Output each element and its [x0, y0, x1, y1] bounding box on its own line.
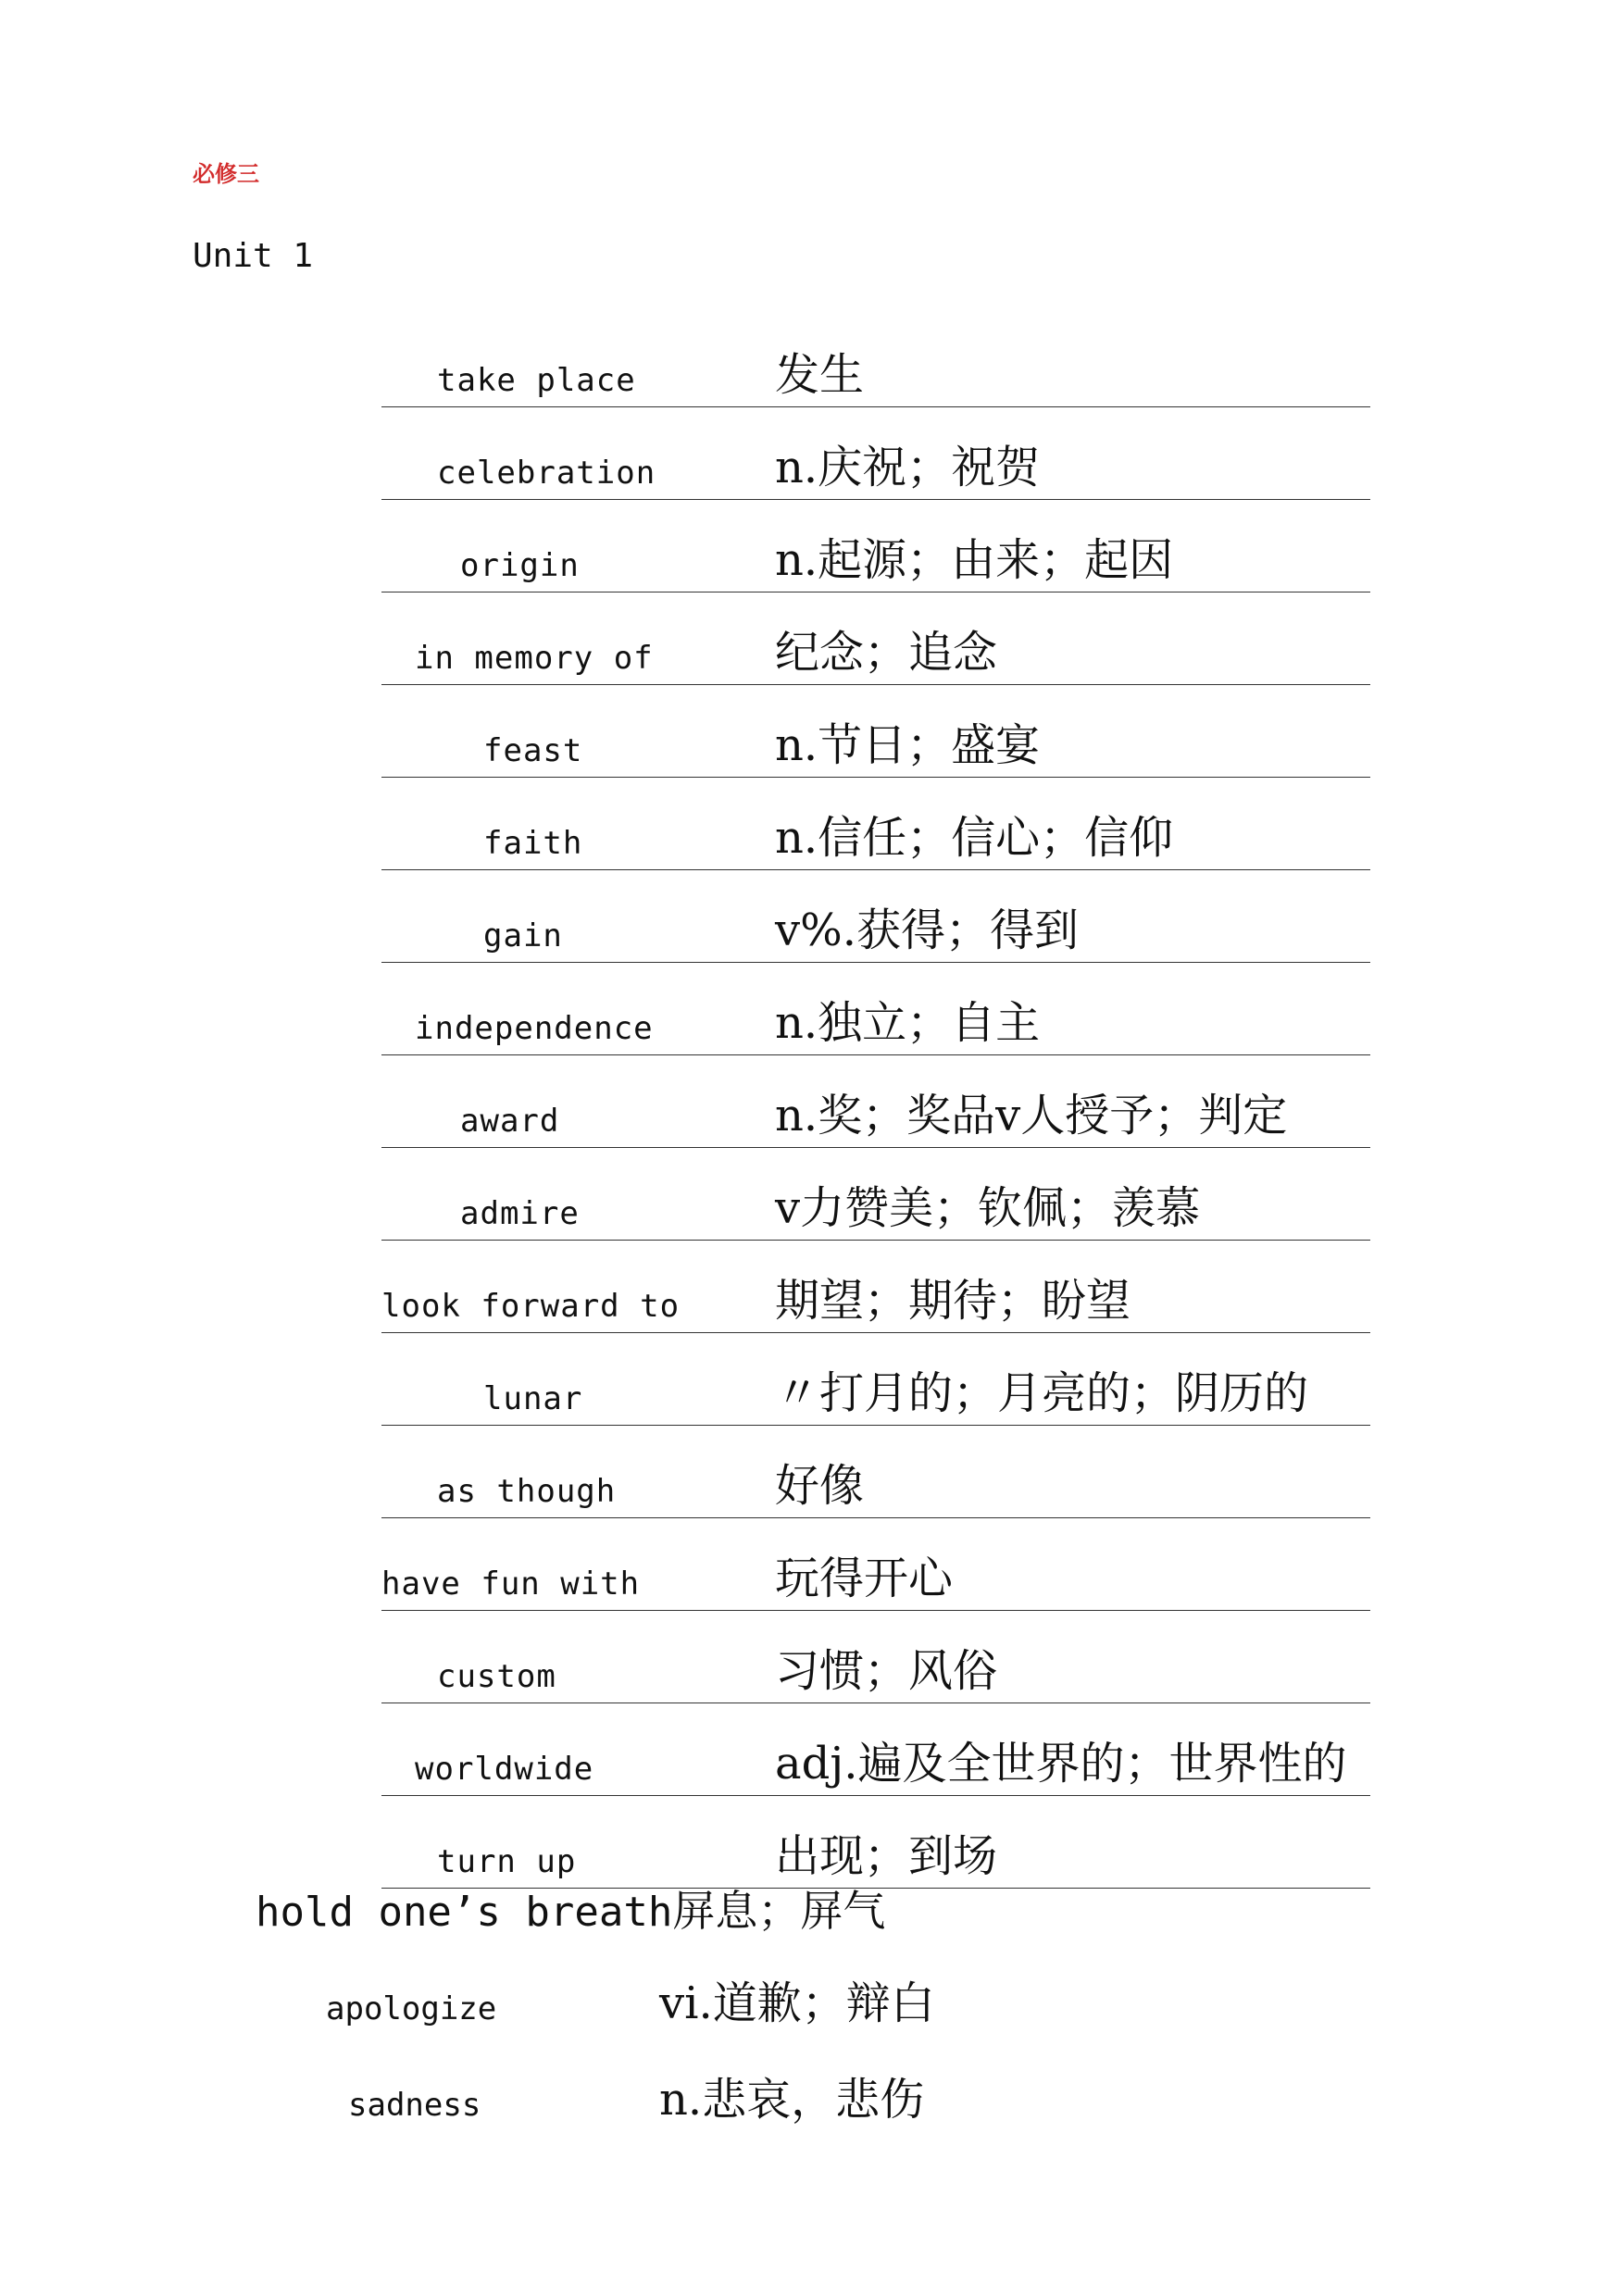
- vocab-row: [381, 500, 1370, 592]
- vocab-word: apologize: [326, 1990, 497, 2027]
- vocab-row-apologize: [326, 1968, 1252, 2033]
- vocab-row: [381, 1241, 1370, 1333]
- vocab-meaning: vi.道歉；辩白: [659, 1977, 935, 2029]
- vocab-row: [381, 685, 1370, 778]
- vocab-meaning: v%.获得；得到: [775, 904, 1079, 956]
- vocab-word: celebration: [437, 455, 656, 492]
- vocab-row: [381, 1148, 1370, 1241]
- vocab-meaning: n.信任；信心；信仰: [775, 812, 1174, 864]
- vocab-word: lunar: [483, 1380, 583, 1417]
- vocab-word: award: [460, 1103, 560, 1140]
- vocab-meaning: v力赞美；钦佩；羡慕: [775, 1182, 1201, 1234]
- vocab-meaning: n.悲哀，悲伤: [659, 2074, 925, 2126]
- vocab-meaning: n.奖；奖品v人授予；判定: [775, 1090, 1288, 1141]
- vocab-meaning: 纪念；追念: [775, 627, 998, 679]
- vocab-word: have fun with: [381, 1565, 641, 1603]
- vocab-row: [381, 1703, 1370, 1796]
- vocab-word: sadness: [348, 2087, 481, 2124]
- vocab-table: [381, 315, 1370, 1889]
- vocab-word: as though: [437, 1473, 617, 1510]
- vocab-meaning: n.起源；由来；起因: [775, 534, 1174, 586]
- vocab-row: [381, 1426, 1370, 1518]
- vocab-row: [381, 1611, 1370, 1703]
- vocab-row: [381, 1796, 1370, 1889]
- vocab-meaning: 屏息；屏气: [672, 1886, 886, 1936]
- vocab-word: faith: [483, 825, 583, 862]
- section-label: 必修三: [193, 161, 259, 187]
- vocab-meaning: 〃打月的；月亮的；阴历的: [775, 1367, 1309, 1419]
- vocab-word: worldwide: [415, 1751, 594, 1788]
- vocab-meaning: n.庆祝；祝贺: [775, 442, 1041, 493]
- vocab-word: custom: [437, 1658, 556, 1695]
- vocab-word: gain: [483, 917, 563, 954]
- vocab-word: turn up: [437, 1843, 577, 1880]
- vocab-meaning: adj.遍及全世界的；世界性的: [775, 1738, 1347, 1790]
- vocab-row: [381, 778, 1370, 870]
- vocab-row: [381, 870, 1370, 963]
- vocab-row: [381, 315, 1370, 407]
- vocab-meaning: n.独立；自主: [775, 997, 1041, 1049]
- vocab-word: origin: [460, 547, 580, 584]
- vocab-row: [381, 963, 1370, 1055]
- vocab-meaning: 习惯；风俗: [775, 1645, 998, 1697]
- vocab-row: [381, 1055, 1370, 1148]
- vocab-row: [381, 1518, 1370, 1611]
- vocab-meaning: n.节日；盛宴: [775, 719, 1041, 771]
- vocab-row: [381, 407, 1370, 500]
- vocab-word: independence: [415, 1010, 654, 1047]
- vocab-word: in memory of: [415, 640, 654, 677]
- vocab-word: take place: [437, 362, 636, 399]
- vocab-word: hold one’s breath: [256, 1889, 673, 1936]
- vocab-meaning: 好像: [775, 1460, 865, 1512]
- vocab-word: look forward to: [381, 1288, 681, 1325]
- vocab-meaning: 玩得开心: [775, 1553, 954, 1604]
- vocab-row-sadness: [348, 2064, 1274, 2129]
- vocab-meaning: 期望；期待；盼望: [775, 1275, 1131, 1327]
- vocab-meaning: 出现；到场: [775, 1830, 998, 1882]
- vocab-word: feast: [483, 732, 583, 769]
- vocab-row: [381, 1333, 1370, 1426]
- vocab-meaning: 发生: [775, 349, 865, 401]
- vocab-row-hold-ones-breath: [256, 1877, 885, 1939]
- vocab-word: admire: [460, 1195, 580, 1232]
- vocab-row: [381, 592, 1370, 685]
- unit-title: Unit 1: [193, 237, 314, 275]
